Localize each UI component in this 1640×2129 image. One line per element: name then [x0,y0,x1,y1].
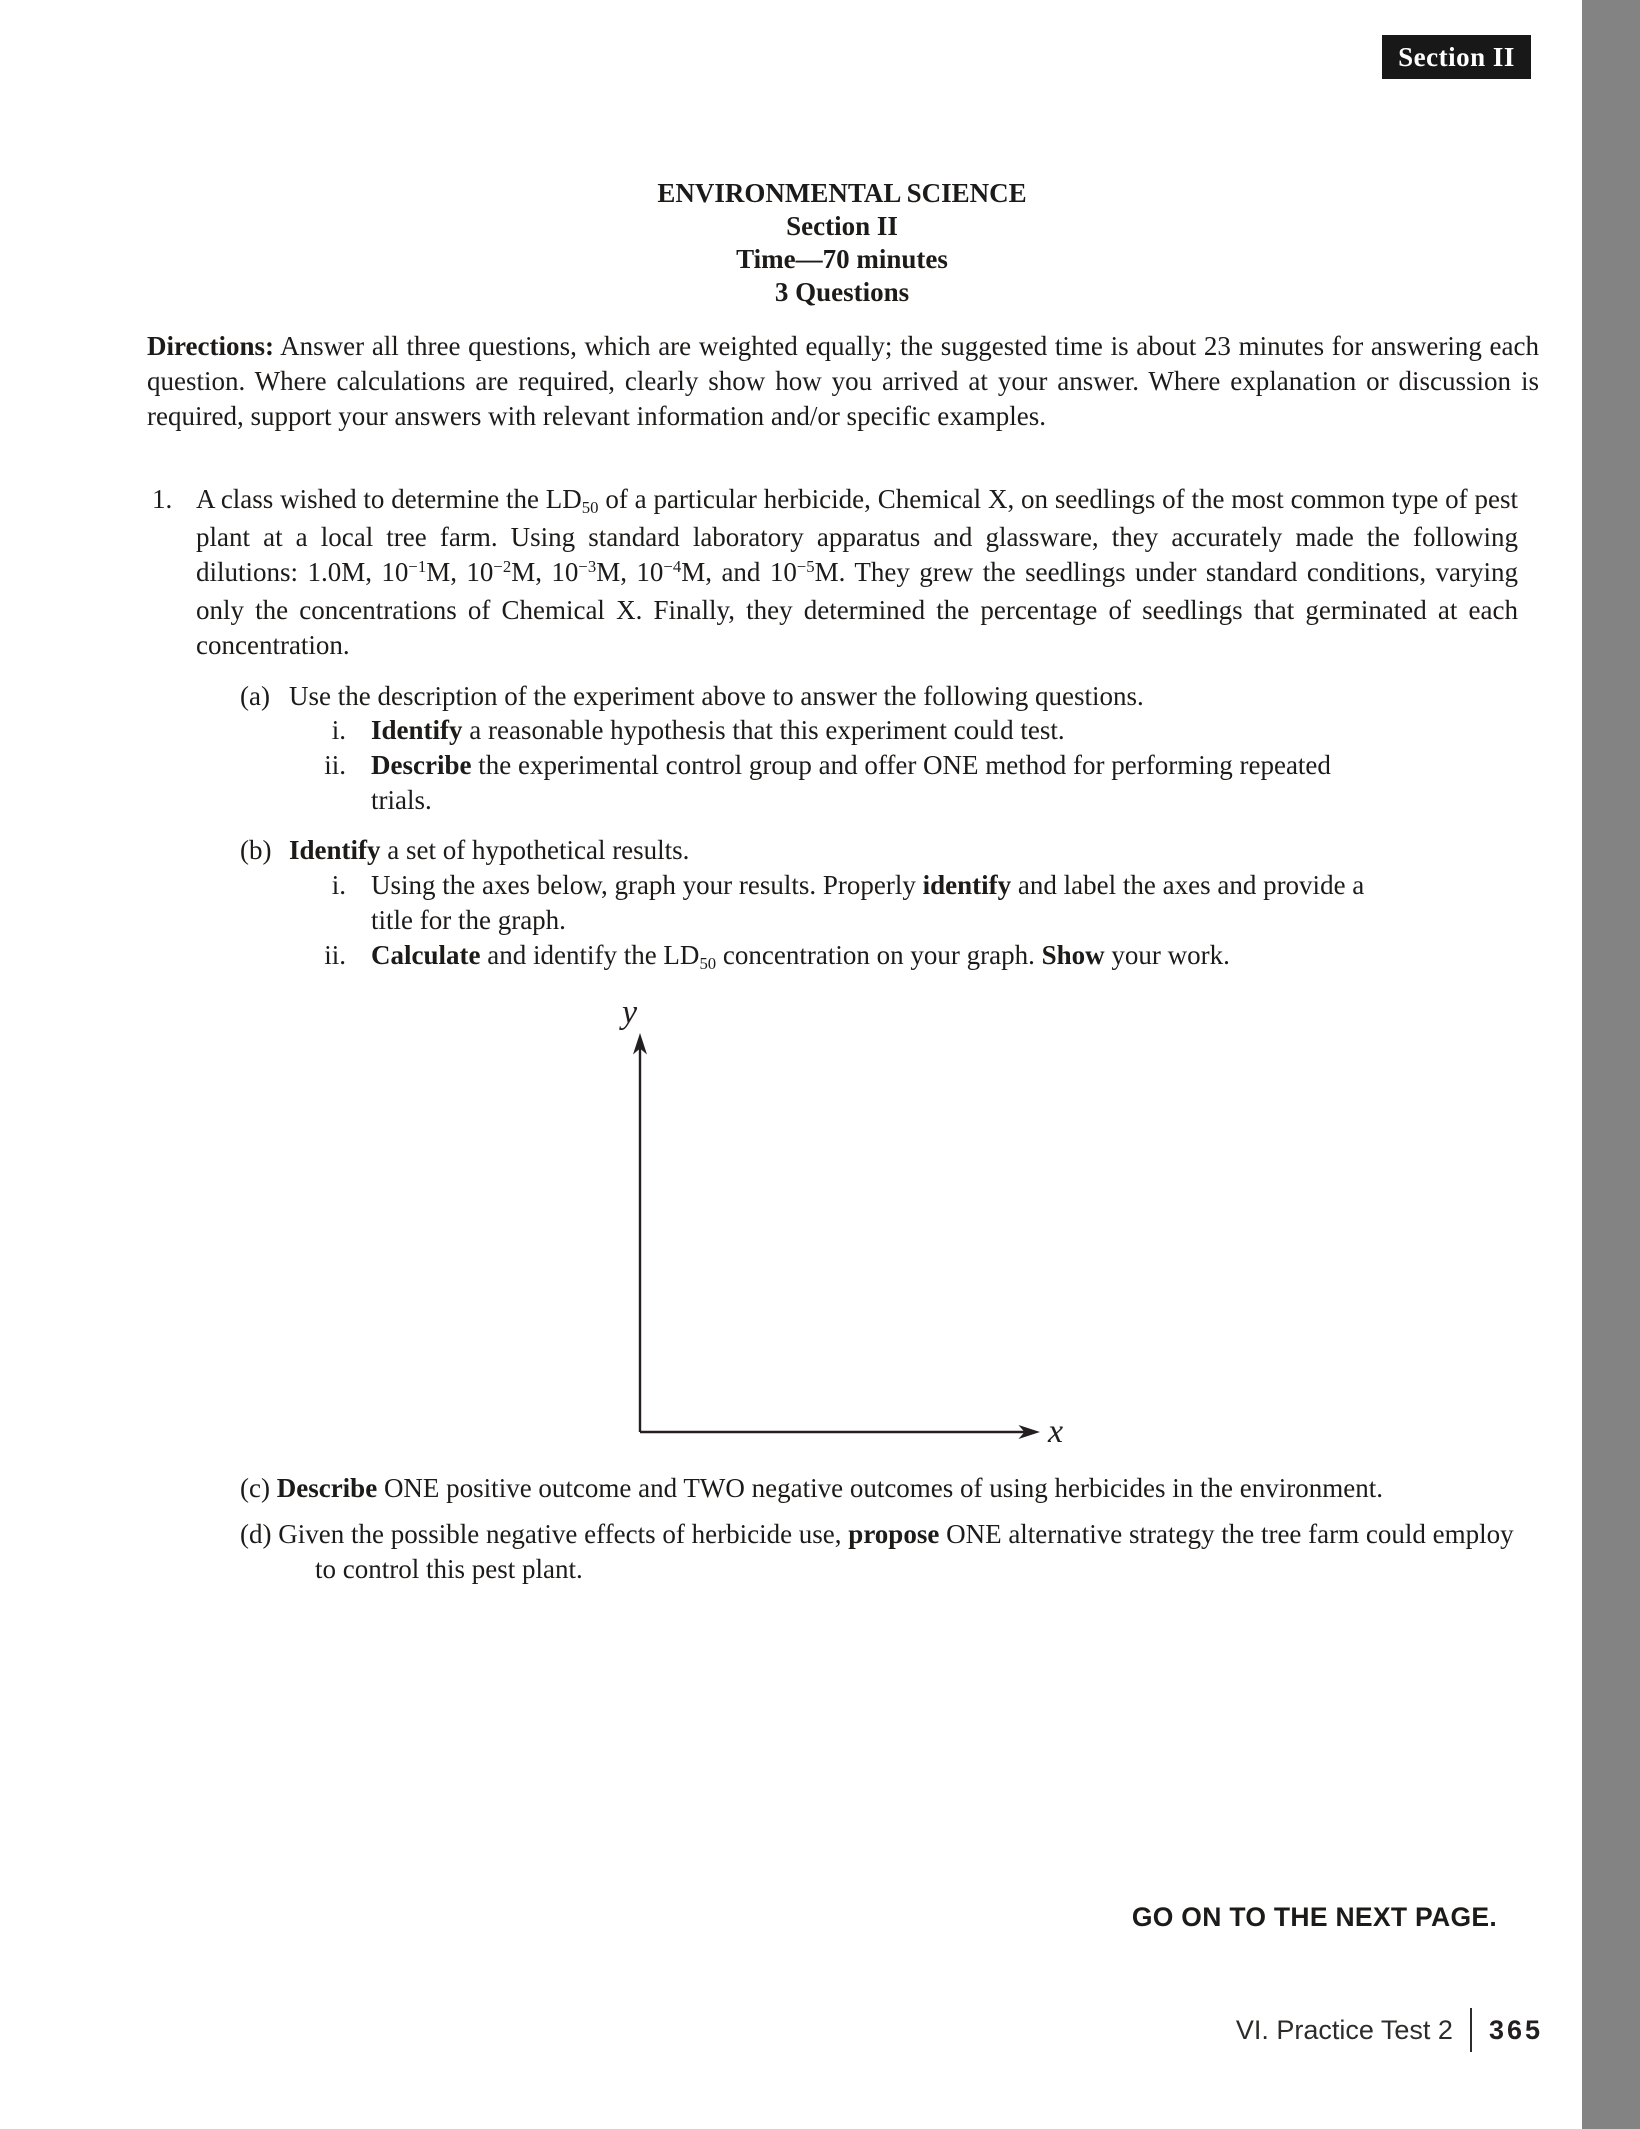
part-b-text: Identify a set of hypothetical results. [289,835,690,865]
part-b-item-ii [288,938,1381,976]
part-a [240,679,1525,714]
footer-book-section: VI. Practice Test 2 [1235,2014,1453,2045]
go-on-instruction: GO ON TO THE NEXT PAGE. [1131,1902,1497,1932]
exam-question-count: 3 Questions [774,277,910,307]
part-b-item-i-number: i. [331,870,346,900]
part-a-text: Use the description of the experiment above to answer the following questions. [289,681,1144,711]
footer-page-number: 365 [1488,2014,1543,2045]
part-b-item-ii-text: Calculate and identify the LD50 concentration on your graph. Show your work. [371,940,1230,973]
blank-graph-axes [596,983,1086,1453]
exam-time-limit: Time—70 minutes [736,244,948,274]
part-b-label: (b) [240,835,272,865]
part-a-item-i-text: Identify a reasonable hypothesis that this experiment could test. [371,715,1065,745]
part-b-item-ii-number: ii. [324,940,346,970]
page-edge-gray-bar [1582,0,1640,2129]
part-b-item-i [288,868,1381,938]
part-a-item-ii-text: Describe the experimental control group and offer ONE method for performing repeated trials. [371,750,1331,815]
exam-title-block [147,177,1537,309]
part-c: (c) Describe ONE positive outcome and TWO negative outcomes of using herbicides in the environment. [240,1473,1383,1503]
part-b [240,833,1525,868]
part-b-item-i-text: Using the axes below, graph your results. Properly identify and label the axes and provide a title for the graph. [371,870,1365,935]
part-a-item-i-number: i. [331,715,346,745]
part-a-item-ii-number: ii. [324,750,346,780]
part-d: (d) Given the possible negative effects of herbicide use, propose ONE alternative strategy the tree farm could employ to control this pest plant. [240,1519,1514,1584]
section-tab-label: Section II [1398,42,1515,72]
part-a-item-i [288,713,1381,748]
y-axis-label: y [622,994,638,1031]
part-a-label: (a) [240,681,270,711]
footer-separator [1470,2008,1472,2052]
exam-section-heading: Section II [786,211,898,241]
part-a-item-ii [288,748,1381,818]
section-tab [1382,35,1531,79]
question-1-number: 1. [152,484,173,514]
exam-title: ENVIRONMENTAL SCIENCE [657,178,1027,208]
question-1 [152,482,1518,663]
directions-paragraph: Directions: Answer all three questions, which are weighted equally; the suggested time is about 23 minutes for answering each question. Where calculations are required, clearly show how you arrived at your answer. Where explanation or discussion is required, support your answers with relevant information and/or specific examples. [147,331,1539,431]
page-footer [1236,2008,1543,2052]
x-axis-label: x [1048,1413,1064,1450]
question-1-text: A class wished to determine the LD50 of a particular herbicide, Chemical X, on seedlings of the most common type of pest plant at a local tree farm. Using standard laboratory apparatus and glassware, they accurately made the following dilutions: 1.0M, $10^{-1}M$, $10^{-2}M$, $10^{-3}M$, $10^{-4}M$, and $10^{-5}M$. They grew the seedlings under standard conditions, varying only the concentrations of Chemical X. Finally, they determined the percentage of seedlings that germinated at each concentration. [196,484,1518,660]
